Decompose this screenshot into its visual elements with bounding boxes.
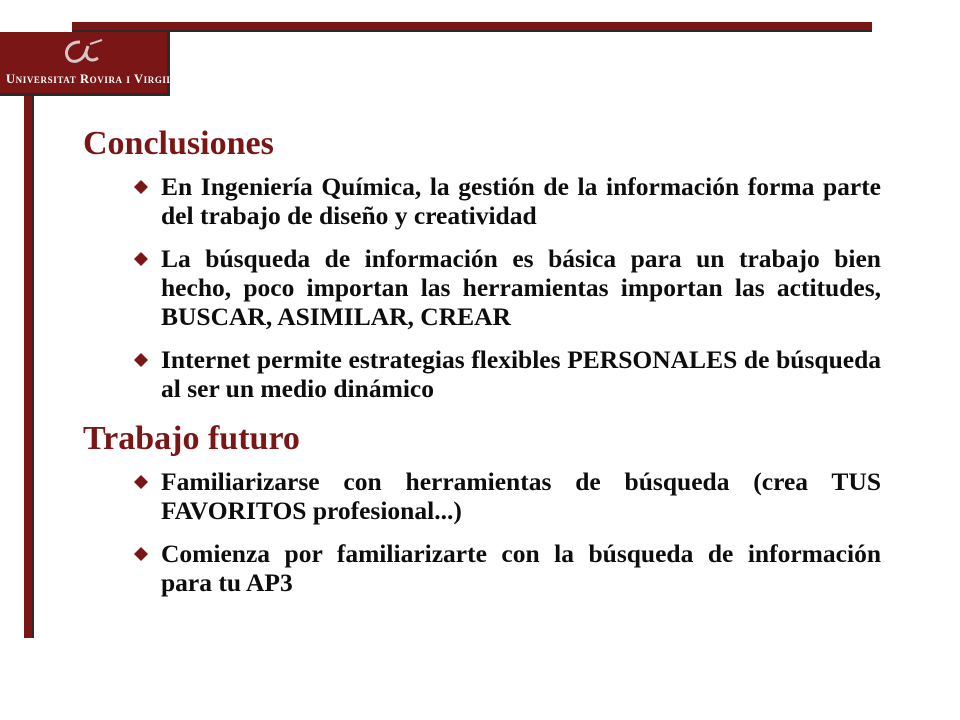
list-item bbox=[83, 244, 881, 331]
urv-logo-icon bbox=[60, 38, 106, 66]
university-logo bbox=[0, 32, 178, 96]
bullet-text: Comienza por familiarizarte con la búsqueda de información para tu AP3 bbox=[161, 539, 881, 597]
left-border-bar bbox=[24, 96, 34, 638]
conclusiones-list bbox=[83, 172, 883, 403]
diamond-bullet-icon bbox=[134, 547, 148, 561]
top-border-bar bbox=[72, 22, 872, 32]
bullet-text: Familiarizarse con herramientas de búsqueda (crea TUS FAVORITOS profesional...) bbox=[161, 467, 881, 525]
diamond-bullet-icon bbox=[134, 475, 148, 489]
institution-name: Universitat Rovira i Virgili bbox=[6, 72, 178, 86]
trabajo-futuro-list bbox=[83, 467, 883, 597]
list-item bbox=[83, 539, 881, 597]
list-item bbox=[83, 172, 881, 230]
list-item bbox=[83, 467, 881, 525]
slide-content bbox=[83, 122, 883, 611]
section-heading-conclusiones: Conclusiones bbox=[83, 125, 274, 162]
bullet-text: La búsqueda de información es básica para un trabajo bien hecho, poco importan las herramientas importan las actitudes, BUSCAR, ASIMILAR, CREAR bbox=[161, 244, 881, 331]
diamond-bullet-icon bbox=[134, 180, 148, 194]
list-item bbox=[83, 345, 881, 403]
diamond-bullet-icon bbox=[134, 252, 148, 266]
section-heading-trabajo-futuro: Trabajo futuro bbox=[83, 420, 300, 457]
diamond-bullet-icon bbox=[134, 353, 148, 367]
bullet-text: En Ingeniería Química, la gestión de la información forma parte del trabajo de diseño y creatividad bbox=[161, 172, 881, 230]
bullet-text: Internet permite estrategias flexibles PERSONALES de búsqueda al ser un medio dinámico bbox=[161, 345, 881, 403]
